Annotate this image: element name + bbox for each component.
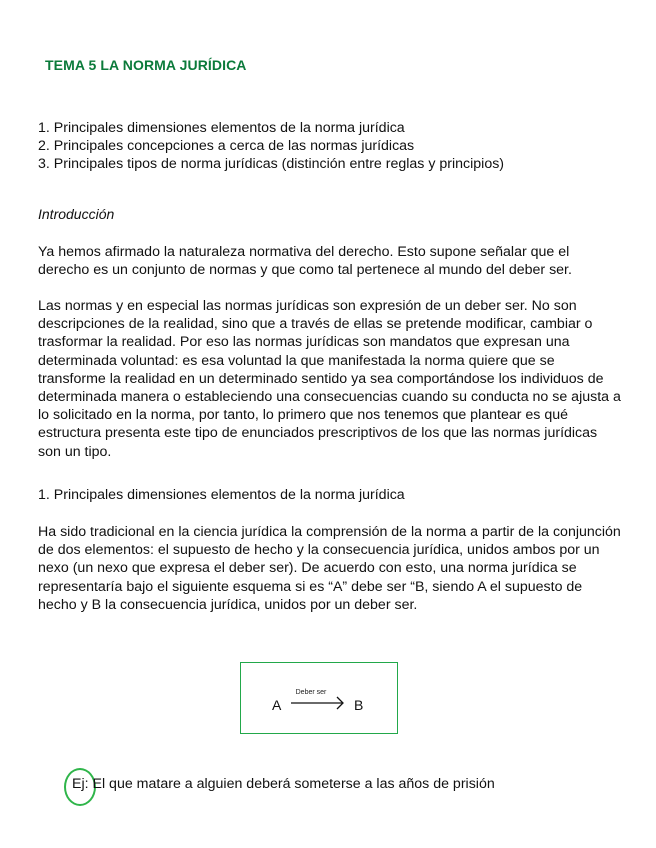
diagram-arrow-label: Deber ser	[295, 689, 327, 696]
norm-schema-svg	[241, 663, 399, 735]
table-of-contents	[38, 119, 504, 173]
section-1-heading: 1. Principales dimensiones elementos de la norma jurídica	[38, 487, 405, 503]
example-prefix: Ej:	[72, 776, 89, 792]
diagram-node-b: B	[354, 697, 364, 713]
page-title: TEMA 5 LA NORMA JURÍDICA	[45, 57, 247, 73]
diagram-node-a: A	[272, 697, 282, 713]
intro-paragraph-2: Las normas y en especial las normas jurídicas son expresión de un deber ser. No son descripciones de la realidad, sino que a través de ellas se pretende modificar, cambiar o trasformar la realidad. Por eso las normas jurídicas son mandatos que expresan una determinada voluntad: es esa voluntad la que manifestada la norma quiere que se transforme la realidad en un determinado sentido ya sea comportándose los individuos de determinada manera o estableciendo una consecuencias cuando su conducta no se ajusta a lo solicitado en la norma, por tanto, lo primero que nos tenemos que plantear es qué estructura presenta este tipo de enunciados prescriptivos de los que las normas jurídicas son un tipo.	[38, 298, 621, 460]
toc-item: 1. Principales dimensiones elementos de la norma jurídica	[38, 120, 405, 136]
section-1-paragraph: Ha sido tradicional en la ciencia jurídica la comprensión de la norma a partir de la conjunción de dos elementos: el supuesto de hecho y la consecuencia jurídica, unidos ambos por un nexo (un nexo que expresa el deber ser). De acuerdo con esto, una norma jurídica se representaría bajo el siguiente esquema si es “A” debe ser “B, siendo A el supuesto de hecho y B la consecuencia jurídica, unidos por un deber ser.	[38, 524, 621, 613]
intro-paragraph-1: Ya hemos afirmado la naturaleza normativa del derecho. Esto supone señalar que el derecho es un conjunto de normas y que como tal pertenece al mundo del deber ser.	[38, 244, 572, 279]
intro-heading: Introducción	[38, 206, 115, 222]
example-line	[72, 776, 495, 792]
norm-schema-diagram	[240, 662, 398, 734]
example-text: El que matare a alguien deberá someterse a las años de prisión	[88, 776, 495, 792]
toc-item: 3. Principales tipos de norma jurídicas (distinción entre reglas y principios)	[38, 156, 505, 172]
toc-item: 2. Principales concepciones a cerca de las normas jurídicas	[38, 138, 415, 154]
